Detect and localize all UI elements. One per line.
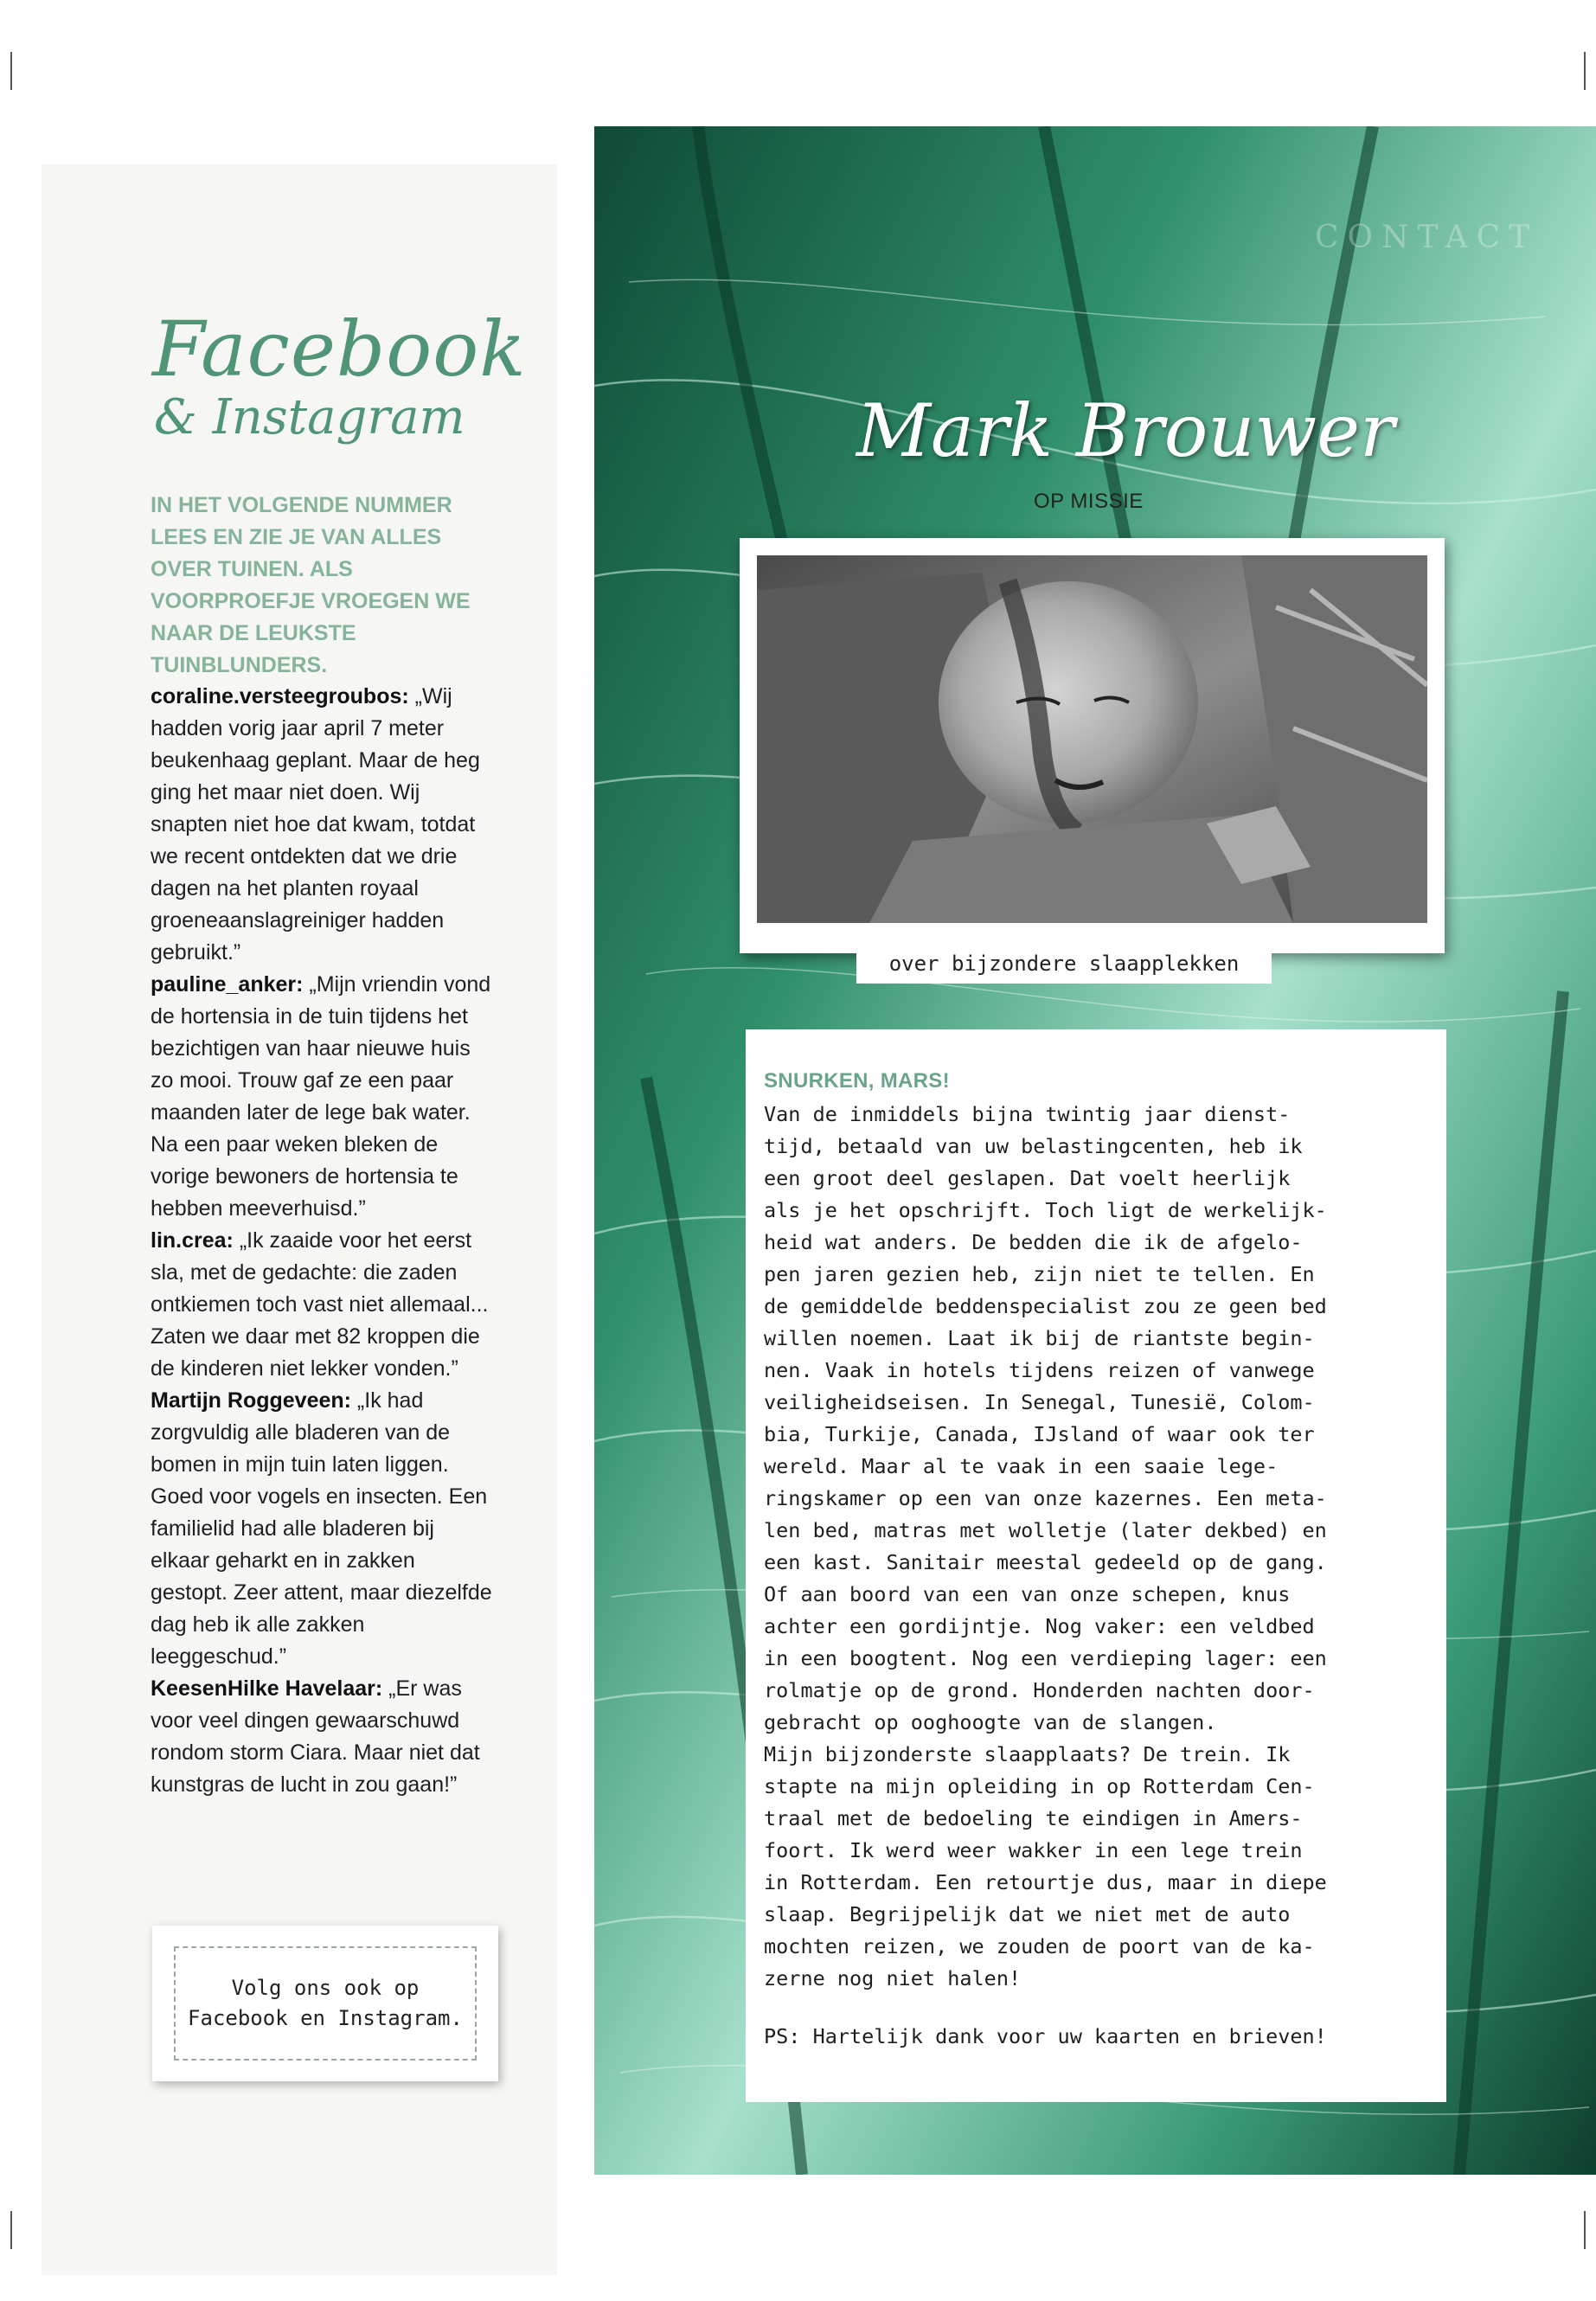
comment-user: coraline.versteegroubos: [151, 684, 409, 708]
article-postscript: PS: Hartelijk dank voor uw kaarten en brieven! [764, 2024, 1327, 2048]
crop-mark [1584, 2211, 1586, 2249]
comment-text: „Ik had zorgvuldig alle bladeren van de bomen in mijn tuin laten liggen. Goed voor vogels en insecten. Een familielid had alle bladeren bij elkaar geharkt en in zakken gestopt. Zeer attent, maar diezelfde dag heb ik alle zakken leeggeschud.” [151, 1388, 492, 1669]
sleeping-soldier-photo [757, 555, 1427, 923]
columnist-name: Mark Brouwer [856, 388, 1395, 473]
intro-text: IN HET VOLGENDE NUMMER LEES EN ZIE JE VAN ALLES OVER TUINEN. ALS VOORPROEFJE VROEGEN WE NAAR DE LEUKSTE TUINBLUNDERS. [151, 493, 471, 677]
column-subtitle: OP MISSIE [1034, 490, 1144, 513]
photo-caption: over bijzondere slaapplekken [856, 944, 1272, 984]
comment-user: pauline_anker: [151, 972, 304, 997]
follow-us-text: Volg ons ook op Facebook en Instagram. [174, 1946, 477, 2061]
comment-text: „Ik zaaide voor het eerst sla, met de gedachte: die zaden ontkiemen toch vast niet allemaal... Zaten we daar met 82 kroppen die de kinderen niet lekker vonden.” [151, 1228, 489, 1381]
comment-text: „Wij hadden vorig jaar april 7 meter beukenhaag geplant. Maar de heg ging het maar niet doen. Wij snapten niet hoe dat kwam, totdat we recent ontdekten dat we drie dagen na het planten royaal groeneaanslagreiniger hadden gebruikt.” [151, 684, 480, 965]
facebook-heading: Facebook [152, 304, 527, 394]
follow-us-card [152, 1926, 498, 2081]
crop-mark [10, 52, 12, 90]
instagram-subheading: & Instagram [154, 389, 465, 445]
comment-list [151, 681, 497, 1801]
article-card [746, 1029, 1446, 2102]
crop-mark [1584, 52, 1586, 90]
comment-item [151, 681, 497, 969]
comment-item [151, 1385, 497, 1673]
soldier-image [757, 555, 1427, 923]
comment-text: „Er was voor veel dingen gewaarschuwd rondom storm Ciara. Maar niet dat kunstgras de lucht in zou gaan!” [151, 1676, 480, 1797]
photo-frame [740, 538, 1445, 953]
comment-user: Martijn Roggeveen: [151, 1388, 351, 1413]
comment-user: KeesenHilke Havelaar: [151, 1676, 383, 1701]
comment-item [151, 969, 497, 1225]
article-body: Van de inmiddels bijna twintig jaar dienst- tijd, betaald van uw belastingcenten, heb ik een groot deel geslapen. Dat voelt heerlijk als je het opschrijft. Toch ligt de werkelijk- heid wat anders. De bedden die ik de afgelo- pen jaren gezien heb, zijn niet te tellen. En de gemiddelde beddenspecialist zou ze geen bed willen noemen. Laat ik bij de riantste begin- nen. Vaak in hotels tijdens reizen of vanwege veiligheidseisen. In Senegal, Tunesië, Colom- bia, Turkije, Canada, IJsland of waar ook ter wereld. Maar al te vaak in een saaie lege- ringskamer op een van onze kazernes. Een meta- len bed, matras met wolletje (later dekbed) en een kast. Sanitair meestal gedeeld op de gang. Of aan boord van een van onze schepen, knus achter een gordijntje. Nog vaker: een veldbed in een boogtent. Nog een verdieping lager: een rolmatje op de grond. Honderden nachten door- gebracht op ooghoogte van de slangen. Mijn bijzonderste slaapplaats? De trein. Ik stapte na mijn opleiding in op Rotterdam Cen- traal met de bedoeling te eindigen in Amers- foort. Ik werd weer wakker in een lege trein in Rotterdam. Een retourtje dus, maar in diepe slaap. Begrijpelijk dat we niet met de auto mochten reizen, we zouden de poort van de ka- zerne nog niet halen! [764, 1102, 1327, 1990]
section-label: CONTACT [1315, 220, 1539, 255]
comment-text: „Mijn vriendin vond de hortensia in de tuin tijdens het bezichtigen van haar nieuwe huis zo mooi. Trouw gaf ze een paar maanden later de lege bak water. Na een paar weken bleken de vorige bewoners de hortensia te hebben meeverhuisd.” [151, 972, 491, 1221]
article-headline: SNURKEN, MARS! [764, 1069, 950, 1093]
comment-item [151, 1225, 497, 1385]
comment-item [151, 1673, 497, 1801]
crop-mark [10, 2211, 12, 2249]
comment-user: lin.crea: [151, 1228, 234, 1253]
